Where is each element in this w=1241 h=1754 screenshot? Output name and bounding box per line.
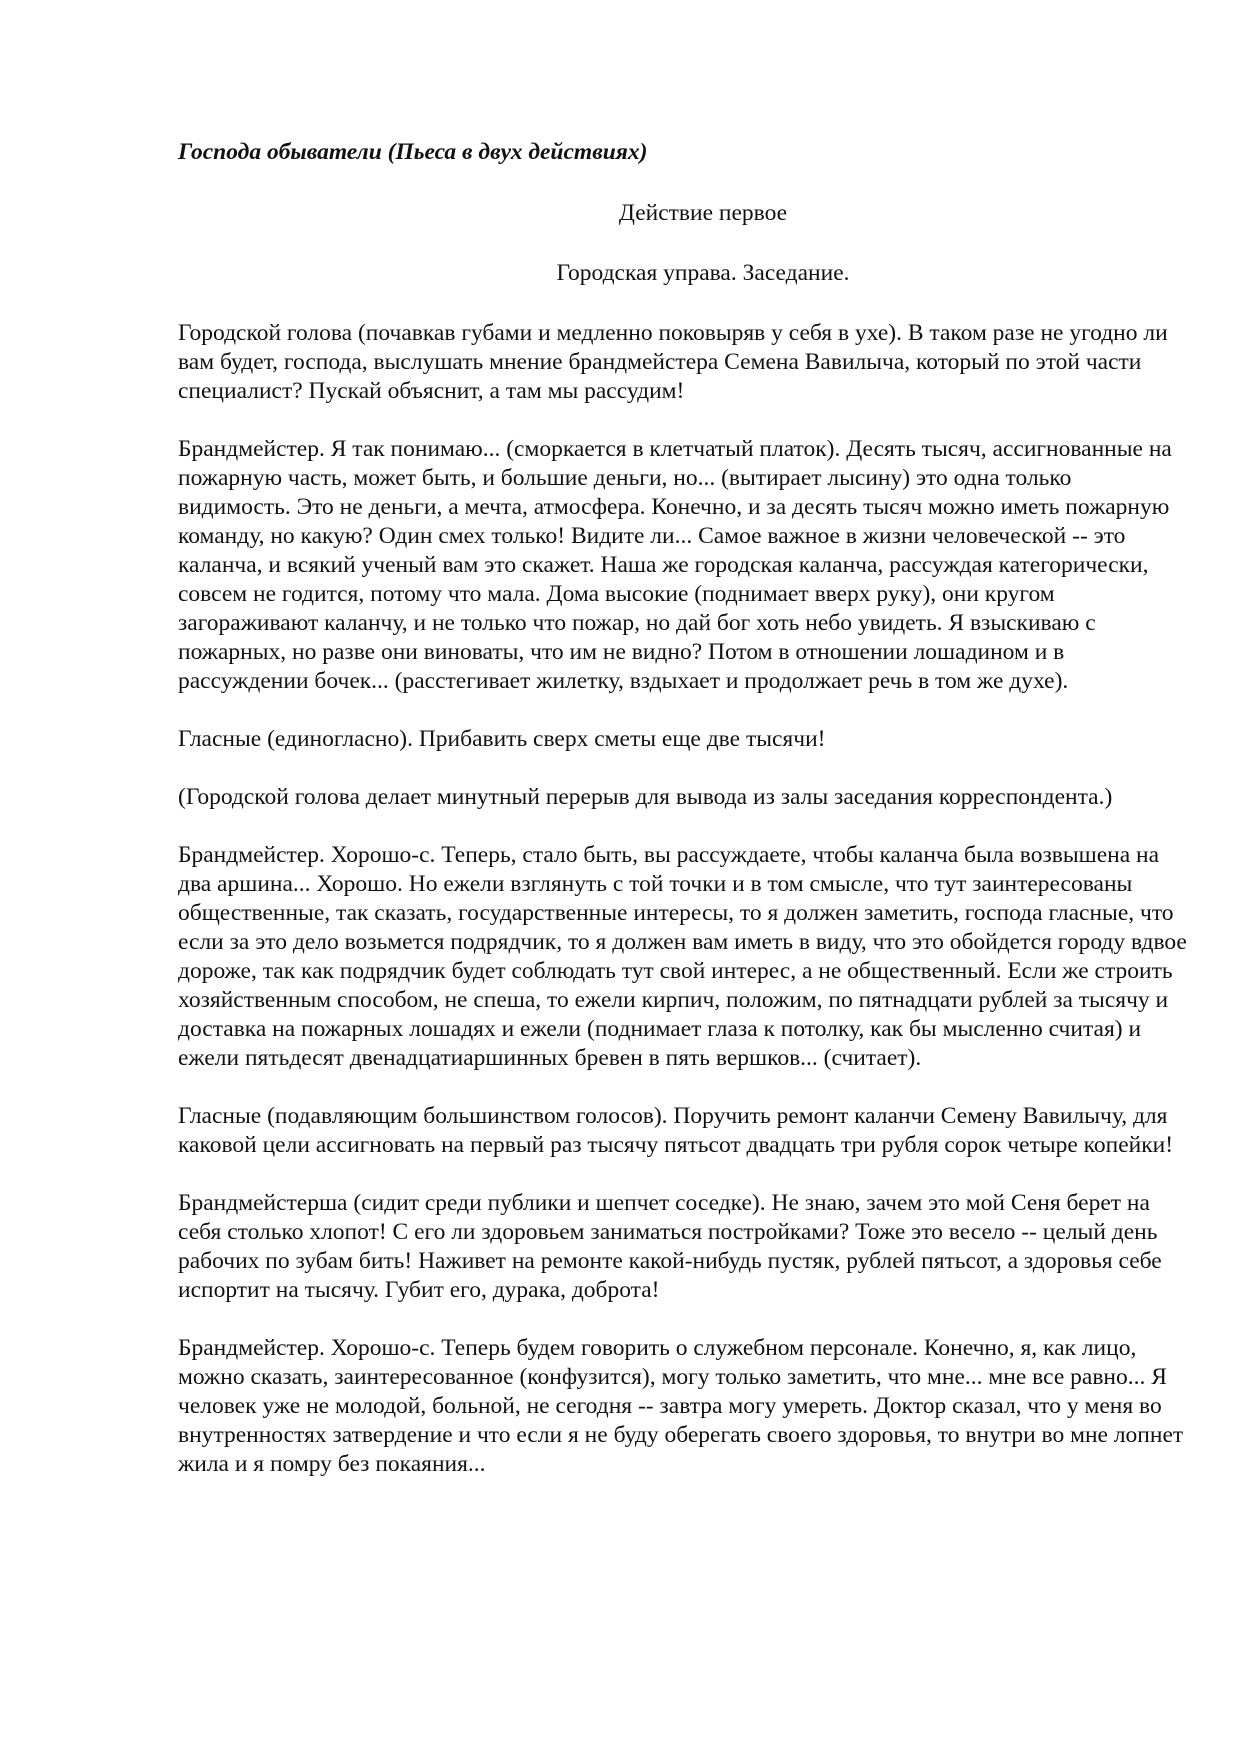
paragraph: Гласные (единогласно). Прибавить сверх сметы еще две тысячи!	[178, 726, 826, 752]
document-page	[178, 138, 1188, 1508]
act-heading: Действие первое	[618, 200, 788, 226]
paragraph: (Городской голова делает минутный перерыв для вывода из залы заседания корреспондента.)	[178, 784, 1113, 810]
scene-heading: Городская управа. Заседание.	[556, 260, 850, 286]
paragraph: Брандмейстер. Я так понимаю... (сморкается в клетчатый платок). Десять тысяч, ассигнованные на пожарную часть, может быть, и большие деньги, но... (вытирает лысину) это одна только видимость. Это не деньги, а мечта, атмосфера. Конечно, и за десять тысяч можно иметь пожарную команду, но какую? Один смех только! Видите ли... Самое важное в жизни человеческой -- это каланча, и всякий ученый вам это скажет. Наша же городская каланча, рассуждая категорически, совсем не годится, потому что мала. Дома высокие (поднимает вверх руку), они кругом загораживают каланчу, и не только что пожар, но дай бог хоть небо увидеть. Я взыскиваю с пожарных, но разве они виноваты, что им не видно? Потом в отношении лошадином и в рассуждении бочек... (расстегивает жилетку, вздыхает и продолжает речь в том же духе).	[178, 436, 1172, 694]
paragraph: Брандмейстер. Хорошо-с. Теперь будем говорить о служебном персонале. Конечно, я, как лицо, можно сказать, заинтересованное (конфузится), могу только заметить, что мне... мне все равно... Я человек уже не молодой, больной, не сегодня -- завтра могу умереть. Доктор сказал, что у меня во внутренностях затвердение и что если я не буду оберегать своего здоровья, то внутри во мне лопнет жила и я помру без покаяния...	[178, 1335, 1184, 1477]
paragraph: Городской голова (почавкав губами и медленно поковыряв у себя в ухе). В таком разе не угодно ли вам будет, господа, выслушать мнение брандмейстера Семена Вавилыча, который по этой части специалист? Пускай объяснит, а там мы рассудим!	[178, 320, 1168, 404]
paragraph: Гласные (подавляющим большинством голосов). Поручить ремонт каланчи Семену Вавилычу, для каковой цели ассигновать на первый раз тысячу пятьсот двадцать три рубля сорок четыре копейки!	[178, 1103, 1174, 1158]
paragraph: Брандмейстерша (сидит среди публики и шепчет соседке). Не знаю, зачем это мой Сеня берет на себя столько хлопот! С его ли здоровьем заниматься постройками? Тоже это весело -- целый день рабочих по зубам бить! Наживет на ремонте какой-нибудь пустяк, рублей пятьсот, а здоровья себе испортит на тысячу. Губит его, дурака, доброта!	[178, 1190, 1162, 1303]
paragraph: Брандмейстер. Хорошо-с. Теперь, стало быть, вы рассуждаете, чтобы каланча была возвышена на два аршина... Хорошо. Но ежели взглянуть с той точки и в том смысле, что тут заинтересованы общественные, так сказать, государственные интересы, то я должен заметить, господа гласные, что если за это дело возьмется подрядчик, то я должен вам иметь в виду, что это обойдется городу вдвое дороже, так как подрядчик будет соблюдать тут свой интерес, а не общественный. Если же строить хозяйственным способом, не спеша, то ежели кирпич, положим, по пятнадцати рублей за тысячу и доставка на пожарных лошадях и ежели (поднимает глаза к потолку, как бы мысленно считая) и ежели пятьдесят двенадцатиаршинных бревен в пять вершков... (считает).	[178, 842, 1187, 1071]
play-title: Господа обыватели (Пьеса в двух действиях)	[178, 139, 648, 165]
